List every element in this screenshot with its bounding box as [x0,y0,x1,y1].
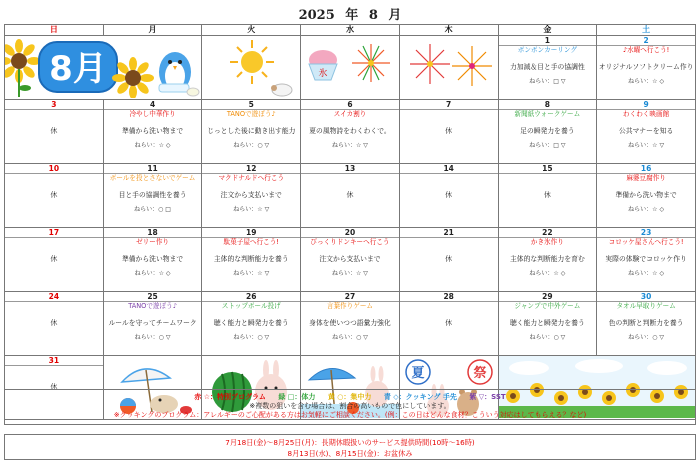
day-number: 16 [597,164,695,174]
day-number: 13 [301,164,399,174]
day-cell-25[interactable] [103,292,202,356]
day-cell-1[interactable] [498,36,597,100]
program-title: コロッケ屋さんへ行こう! [608,238,684,246]
program-title: ♪水曜へ行こう! [622,46,670,54]
program-aim: 準備から洗い物まで [121,255,184,263]
day-cell-29[interactable] [498,292,597,356]
program-title: 冷やし中華作り [129,110,176,118]
legend-special: 赤 ☆：特別プログラム [194,393,266,401]
day-number: 11 [104,164,202,174]
day-number: 23 [597,228,695,238]
day-number: 21 [400,228,498,238]
day-cell-10[interactable] [5,164,104,228]
day-number: 5 [202,100,300,110]
closed-label: 休 [50,255,58,263]
program-title: TANOで遊ぼう♪ [128,302,177,310]
program-aim: 主体的な判断能力を養う [213,255,289,263]
program-aim: じっとした後に動き出す能力 [207,127,296,135]
program-aim: 注文から支払いまで [220,191,282,199]
program-target: ねらい：☆ ▽ [332,270,368,277]
weekday-header [5,25,696,36]
day-number: 31 [5,356,103,366]
week-row [5,36,696,100]
program-aim: 力加減＆目と手の協調性 [509,63,585,71]
program-target: ねらい：○ ▽ [332,334,368,341]
day-cell-13[interactable] [301,164,400,228]
weekday-tue: 火 [202,25,301,36]
closed-label: 休 [445,127,453,135]
day-cell-8[interactable] [498,100,597,164]
day-number: 29 [499,292,597,302]
program-title: 駄菓子屋へ行こう! [223,238,279,246]
closed-label: 休 [50,127,58,135]
program-target: ねらい：☆ ◇ [134,270,171,277]
week-row [5,228,696,292]
banner-month-label: 8月 [49,49,107,89]
program-aim: 主体的な判断能力を育む [509,255,585,263]
august-banner [5,36,202,100]
weekday-mon: 月 [103,25,202,36]
weekday-wed: 水 [301,25,400,36]
program-title: TANOで遊ぼう♪ [226,110,276,118]
program-title: ゼリー作り [136,238,170,246]
program-title: 言葉作りゲーム [326,302,374,310]
program-title: 麻婆豆腐作り [626,174,666,182]
natsu-label: 夏 [411,366,425,381]
week-row [5,100,696,164]
day-number: 10 [5,164,103,174]
day-cell-19[interactable] [202,228,301,292]
day-cell-28[interactable] [399,292,498,356]
legend-colors [5,392,695,402]
firework-icon [452,46,492,86]
day-cell-22[interactable] [498,228,597,292]
closed-label: 休 [445,319,453,327]
day-number: 24 [5,292,103,302]
program-target: ねらい：□ ▽ [529,142,566,149]
legend-focus: 黄 ○：集中力 [327,393,372,401]
day-cell-9[interactable] [597,100,696,164]
firework-illustration-cell [399,36,498,100]
program-target: ねらい：○ ▽ [628,334,664,341]
day-cell-5[interactable] [202,100,301,164]
sunflower-icon [112,57,154,98]
program-target: ねらい：☆ ▽ [233,206,270,213]
program-target: ねらい：○ ▽ [529,334,566,341]
legend-note-cooking: ※クッキングのプログラム：アレルギーのご心配がある方はお気軽にご相談ください。(例：この日はどんな食材？こういう対応はしてもらえる？など) [113,411,587,419]
day-cell-4[interactable] [103,100,202,164]
day-number: 12 [202,164,300,174]
sun-illustration [202,36,300,98]
day-cell-18[interactable] [103,228,202,292]
week-row [5,164,696,228]
program-title: ストップボール投げ [221,302,281,310]
program-aim: 準備から洗い物まで [615,191,677,199]
shaved-ice-illustration-cell [301,36,400,100]
day-cell-3[interactable] [5,100,104,164]
program-title: ボンボンカーリング [517,46,577,54]
program-title: ジャンプで中外ゲーム [514,302,581,310]
sun-icon [230,40,274,84]
notice-box [4,434,696,460]
closed-label: 休 [543,191,551,199]
firework-illustration [400,36,498,98]
program-title: びっくりドンキーへ行こう [310,238,390,246]
day-number: 3 [5,100,103,110]
legend-stamina: 緑 □：体力 [278,393,316,401]
program-target: ねらい：○ ▽ [233,334,270,341]
shaved-ice-icon [309,50,337,80]
sunflower-icon [5,39,41,97]
calendar-table [4,24,696,420]
program-aim: 実際の体験でコロッケ作り [605,255,687,263]
day-cell-16[interactable] [597,164,696,228]
program-target: ねらい：☆ ◇ [529,270,566,277]
day-number: 6 [301,100,399,110]
weekday-sun: 日 [5,25,104,36]
page-title [0,4,700,23]
program-title: ボールを投とさないでゲーム [109,174,196,182]
program-title: わくわく映画館 [623,110,670,118]
title-year: 2025 [298,8,335,23]
day-number: 30 [597,292,695,302]
sunflower-banner-illustration [5,36,201,98]
day-number: 15 [499,164,597,174]
day-number: 4 [104,100,202,110]
day-cell-14[interactable] [399,164,498,228]
day-cell-17[interactable] [5,228,104,292]
firework-icon [410,44,450,84]
program-aim: 足の瞬発力を養う [520,127,575,135]
notice-long-holiday: 7月18日(金)～8月25日(月)：長期休暇扱いのサービス提供時間(10時～16時) [225,438,475,447]
program-aim: 夏の風物詩をわくわくで。 [309,127,391,135]
program-title: タオル早取りゲーム [616,302,676,310]
matsuri-label: 祭 [473,366,487,381]
program-target: ねらい：☆ ◇ [134,142,171,149]
program-aim: 色の判断と判断力を養う [608,319,684,327]
legend-cooking: 青 ◇：クッキング 手先 [383,393,457,401]
program-aim: 注文から支払いまで [319,255,381,263]
program-target: ねらい：○ □ [134,206,171,213]
week-row [5,292,696,356]
day-cell-20[interactable] [301,228,400,292]
day-number: 17 [5,228,103,238]
natsu-sign [406,360,430,384]
day-number: 2 [597,36,695,46]
closed-label: 休 [445,191,453,199]
program-target: ねらい：○ ▽ [233,142,270,149]
month-badge [39,42,117,92]
day-cell-7[interactable] [399,100,498,164]
program-target: ねらい：□ ▽ [529,78,566,85]
program-target: ねらい：☆ ◇ [628,270,665,277]
day-number: 9 [597,100,695,110]
program-aim: 準備から洗い物まで [121,127,184,135]
day-cell-24[interactable] [5,292,104,356]
day-number: 27 [301,292,399,302]
day-cell-6[interactable] [301,100,400,164]
day-cell-15[interactable] [498,164,597,228]
sun-illustration-cell [202,36,301,100]
weekday-fri: 金 [498,25,597,36]
matsuri-sign [468,360,492,384]
sheep-icon [271,84,292,96]
legend-note-multiple: ※複数の狙いを含む場合は、割合の高いもので色にしています。 [249,402,451,410]
day-number: 20 [301,228,399,238]
title-month: 8 [368,8,378,23]
program-target: ねらい：☆ ▽ [332,142,368,149]
closed-label: 休 [50,383,58,391]
weekday-sat: 土 [597,25,696,36]
program-aim: 身体を使いつつ語彙力強化 [309,319,391,327]
day-number: 1 [499,36,597,46]
program-title: マクドナルドへ行こう [218,174,285,182]
program-aim: 公共マナーを知る [618,127,674,135]
day-cell-2[interactable] [597,36,696,100]
shaved-ice-illustration [301,36,399,98]
closed-label: 休 [50,319,58,327]
program-title: スイカ割り [333,110,367,118]
title-month-unit: 月 [388,8,402,23]
program-target: ねらい：☆ ▽ [628,142,665,149]
program-target: ねらい：○ ▽ [134,334,171,341]
closed-label: 休 [50,191,58,199]
program-aim: 聴く能力と瞬発力を養う [509,319,585,327]
program-target: ねらい：☆ ◇ [628,78,665,85]
day-number: 18 [104,228,202,238]
program-title: かき氷作り [530,238,564,246]
program-target: ねらい：☆ ▽ [233,270,270,277]
penguin-icon [159,52,199,96]
weekday-thu: 木 [399,25,498,36]
day-cell-11[interactable] [103,164,202,228]
day-cell-26[interactable] [202,292,301,356]
day-number: 25 [104,292,202,302]
closed-label: 休 [346,191,354,199]
day-number: 8 [499,100,597,110]
cloud-icon [509,359,687,375]
day-number: 28 [400,292,498,302]
day-cell-23[interactable] [597,228,696,292]
program-aim: 聴く能力と瞬発力を養う [213,319,289,327]
day-number: 14 [400,164,498,174]
program-aim: オリジナルソフトクリーム作り [598,63,694,71]
program-aim: 目と手の協調性を養う [118,191,187,199]
legend-sst: 紫 ▽：SST [469,393,506,401]
legend-box [4,389,696,425]
day-cell-21[interactable] [399,228,498,292]
title-year-unit: 年 [345,8,359,23]
ice-label: 氷 [318,69,328,79]
day-number: 22 [499,228,597,238]
day-number: 7 [400,100,498,110]
day-number: 19 [202,228,300,238]
program-aim: ルールを守ってチームワーク [108,319,197,327]
day-number: 26 [202,292,300,302]
program-title: 新聞紙ウォークゲーム [514,110,581,118]
day-cell-12[interactable] [202,164,301,228]
day-cell-30[interactable] [597,292,696,356]
day-cell-27[interactable] [301,292,400,356]
closed-label: 休 [445,255,453,263]
notice-obon-holiday: 8月13日(水)、8月15日(金)：お盆休み [287,449,413,458]
firework-icon [352,44,390,82]
program-target: ねらい：☆ ◇ [628,206,665,213]
